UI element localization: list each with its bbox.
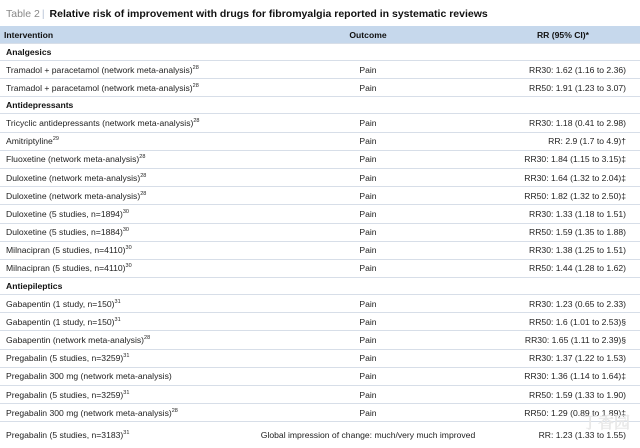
section-title: Antidepressants — [0, 97, 640, 114]
reference-number: 31 — [115, 317, 121, 323]
table-row — [0, 259, 640, 277]
cell-outcome: Pain — [250, 367, 486, 385]
cell-rr: RR50: 1.59 (1.35 to 1.88) — [486, 223, 640, 241]
cell-intervention — [0, 205, 250, 223]
cell-outcome: Pain — [250, 168, 486, 186]
table-row — [0, 404, 640, 422]
reference-number: 28 — [172, 408, 178, 414]
reference-number: 29 — [53, 136, 59, 142]
cell-rr: RR30: 1.38 (1.25 to 1.51) — [486, 241, 640, 259]
intervention-text: Pregabalin 300 mg (network meta-analysis) — [6, 408, 172, 418]
cell-intervention — [0, 367, 250, 385]
cell-intervention — [0, 223, 250, 241]
intervention-text: Duloxetine (network meta-analysis) — [6, 173, 140, 183]
cell-outcome: Pain — [250, 187, 486, 205]
intervention-text: Pregabalin (5 studies, n=3259) — [6, 353, 123, 363]
cell-rr: RR30: 1.84 (1.15 to 3.15)‡ — [486, 150, 640, 168]
cell-intervention — [0, 187, 250, 205]
cell-rr: RR50: 1.44 (1.28 to 1.62) — [486, 259, 640, 277]
cell-outcome: Pain — [250, 331, 486, 349]
intervention-text: Tricyclic antidepressants (network meta-analysis) — [6, 118, 193, 128]
reference-number: 28 — [139, 154, 145, 160]
cell-rr: RR30: 1.62 (1.16 to 2.36) — [486, 61, 640, 79]
header-row — [0, 26, 640, 44]
cell-outcome: Pain — [250, 114, 486, 132]
intervention-text: Duloxetine (5 studies, n=1884) — [6, 227, 123, 237]
intervention-text: Milnacipran (5 studies, n=4110) — [6, 263, 126, 273]
table-row — [0, 313, 640, 331]
cell-outcome: Pain — [250, 259, 486, 277]
intervention-text: Gabapentin (1 study, n=150) — [6, 299, 115, 309]
reference-number: 31 — [115, 299, 121, 305]
cell-intervention — [0, 259, 250, 277]
table-row — [0, 187, 640, 205]
section-title: Analgesics — [0, 44, 640, 61]
reference-number: 28 — [140, 173, 146, 179]
reference-number: 28 — [144, 335, 150, 341]
intervention-text: Pregabalin 300 mg (network meta-analysis) — [6, 371, 172, 381]
cell-intervention — [0, 422, 250, 448]
cell-outcome: Global impression of change: much/very much improved — [250, 422, 486, 448]
cell-intervention — [0, 313, 250, 331]
reference-number: 28 — [140, 191, 146, 197]
section-row — [0, 97, 640, 114]
section-title: Antiepileptics — [0, 278, 640, 295]
cell-rr: RR: 2.9 (1.7 to 4.9)† — [486, 132, 640, 150]
intervention-text: Duloxetine (network meta-analysis) — [6, 191, 140, 201]
table-row — [0, 422, 640, 448]
intervention-text: Duloxetine (5 studies, n=1894) — [6, 209, 123, 219]
cell-intervention — [0, 132, 250, 150]
cell-rr: RR50: 1.59 (1.33 to 1.90) — [486, 386, 640, 404]
cell-rr: RR30: 1.37 (1.22 to 1.53) — [486, 349, 640, 367]
cell-rr: RR30: 1.18 (0.41 to 2.98) — [486, 114, 640, 132]
cell-rr: RR30: 1.65 (1.11 to 2.39)§ — [486, 331, 640, 349]
cell-outcome: Pain — [250, 132, 486, 150]
reference-number: 30 — [126, 264, 132, 270]
table-row — [0, 114, 640, 132]
cell-outcome: Pain — [250, 205, 486, 223]
cell-intervention — [0, 79, 250, 97]
cell-rr: RR30: 1.23 (0.65 to 2.33) — [486, 295, 640, 313]
cell-intervention — [0, 168, 250, 186]
table-row — [0, 168, 640, 186]
cell-intervention — [0, 349, 250, 367]
cell-outcome: Pain — [250, 79, 486, 97]
cell-intervention — [0, 114, 250, 132]
reference-number: 28 — [193, 118, 199, 124]
cell-outcome: Pain — [250, 241, 486, 259]
cell-rr: RR30: 1.33 (1.18 to 1.51) — [486, 205, 640, 223]
cell-intervention — [0, 295, 250, 313]
cell-rr: RR50: 1.6 (1.01 to 2.53)§ — [486, 313, 640, 331]
cell-outcome: Pain — [250, 404, 486, 422]
reference-number: 28 — [193, 83, 199, 89]
table-row — [0, 150, 640, 168]
cell-outcome: Pain — [250, 295, 486, 313]
cell-outcome: Pain — [250, 223, 486, 241]
header-outcome: Outcome — [250, 26, 486, 44]
table-title: Relative risk of improvement with drugs for fibromyalgia reported in systematic reviews — [50, 8, 488, 20]
section-row — [0, 44, 640, 61]
cell-intervention — [0, 150, 250, 168]
table-caption — [6, 8, 488, 20]
intervention-text: Pregabalin (5 studies, n=3183) — [6, 430, 123, 440]
intervention-text: Gabapentin (1 study, n=150) — [6, 317, 115, 327]
cell-intervention — [0, 61, 250, 79]
cell-intervention — [0, 241, 250, 259]
cell-rr: RR: 1.23 (1.33 to 1.55) — [486, 422, 640, 448]
cell-intervention — [0, 331, 250, 349]
cell-rr: RR30: 1.36 (1.14 to 1.64)‡ — [486, 367, 640, 385]
cell-outcome: Pain — [250, 61, 486, 79]
cell-rr: RR50: 1.29 (0.89 to 1.89)‡ — [486, 404, 640, 422]
intervention-text: Amitriptyline — [6, 136, 53, 146]
cell-intervention — [0, 404, 250, 422]
table-row — [0, 79, 640, 97]
table-row — [0, 241, 640, 259]
intervention-text: Milnacipran (5 studies, n=4110) — [6, 245, 126, 255]
intervention-text: Tramadol + paracetamol (network meta-analysis) — [6, 83, 193, 93]
caption-separator: | — [42, 8, 45, 20]
header-rr: RR (95% CI)* — [486, 26, 640, 44]
cell-outcome: Pain — [250, 386, 486, 404]
intervention-text: Tramadol + paracetamol (network meta-analysis) — [6, 65, 193, 75]
table-row — [0, 349, 640, 367]
watermark: 丁香园 — [582, 410, 630, 433]
table-row — [0, 367, 640, 385]
table-row — [0, 205, 640, 223]
reference-number: 28 — [193, 65, 199, 71]
cell-intervention — [0, 386, 250, 404]
intervention-text: Fluoxetine (network meta-analysis) — [6, 154, 139, 164]
cell-outcome: Pain — [250, 150, 486, 168]
reference-number: 30 — [123, 209, 129, 215]
table-row — [0, 132, 640, 150]
fibromyalgia-table — [0, 26, 640, 448]
cell-outcome: Pain — [250, 349, 486, 367]
table-row — [0, 331, 640, 349]
table-body — [0, 44, 640, 448]
table-row — [0, 223, 640, 241]
cell-rr: RR30: 1.64 (1.32 to 2.04)‡ — [486, 168, 640, 186]
intervention-text: Gabapentin (network meta-analysis) — [6, 335, 144, 345]
cell-outcome: Pain — [250, 313, 486, 331]
reference-number: 31 — [123, 431, 129, 437]
intervention-text: Pregabalin (5 studies, n=3259) — [6, 390, 123, 400]
reference-number: 31 — [123, 390, 129, 396]
cell-rr: RR50: 1.82 (1.32 to 2.50)‡ — [486, 187, 640, 205]
table-label: Table 2 — [6, 8, 40, 20]
table-row — [0, 295, 640, 313]
header-intervention: Intervention — [0, 26, 250, 44]
reference-number: 30 — [126, 245, 132, 251]
reference-number: 31 — [123, 353, 129, 359]
table-row — [0, 61, 640, 79]
section-row — [0, 278, 640, 295]
table-row — [0, 386, 640, 404]
cell-rr: RR50: 1.91 (1.23 to 3.07) — [486, 79, 640, 97]
reference-number: 30 — [123, 227, 129, 233]
